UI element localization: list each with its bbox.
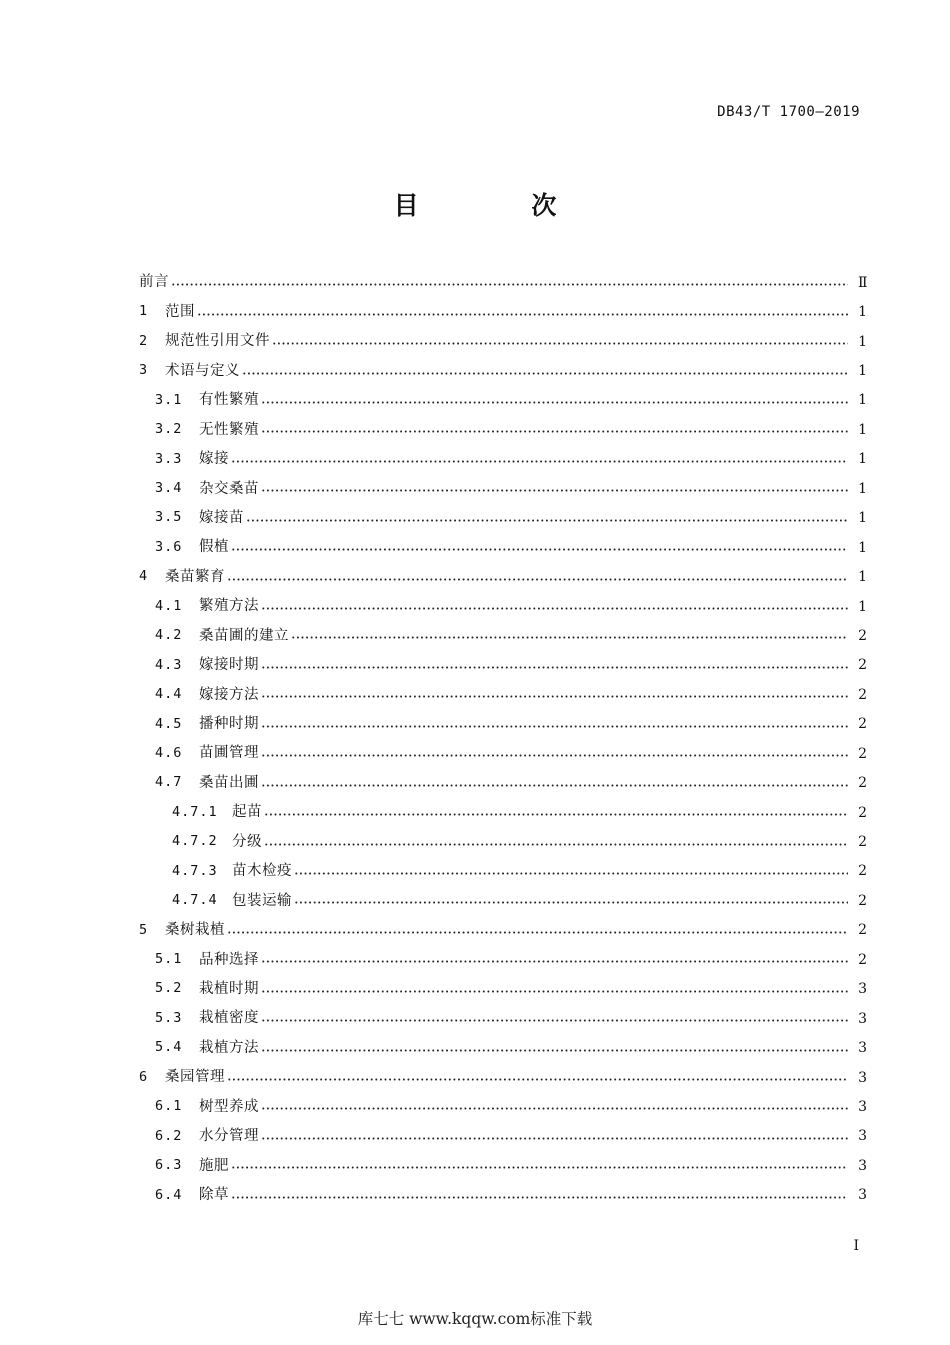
toc-entry-page: 1 — [858, 510, 867, 527]
toc-entry-number: 4.7 — [155, 774, 183, 791]
toc-entry-number: 5.3 — [155, 1009, 183, 1026]
toc-entry-page: 3 — [858, 1098, 867, 1115]
dot-leader — [272, 342, 848, 345]
dot-leader — [261, 666, 848, 669]
toc-entry[interactable] — [139, 739, 867, 768]
toc-entry-title: 桑苗圃的建立 — [199, 627, 289, 644]
toc-entry[interactable] — [139, 916, 867, 945]
dot-leader — [231, 548, 848, 551]
toc-entry-page: 3 — [858, 1128, 867, 1145]
dot-leader — [261, 1049, 848, 1052]
toc-entry[interactable] — [139, 680, 867, 709]
toc-entry-number: 3.1 — [155, 391, 183, 408]
dot-leader — [227, 1078, 848, 1081]
toc-entry[interactable] — [139, 592, 867, 621]
footer-watermark: 库七七 www.kqqw.com标准下载 — [357, 1310, 593, 1328]
toc-entry-page: 2 — [858, 834, 867, 851]
dot-leader — [197, 313, 848, 316]
toc-entry[interactable] — [139, 562, 867, 591]
dot-leader — [261, 1019, 848, 1022]
toc-entry[interactable] — [139, 445, 867, 474]
toc-entry-title: 桑树栽植 — [165, 922, 225, 939]
toc-entry[interactable] — [139, 356, 867, 385]
toc-entry-page: 2 — [858, 716, 867, 733]
toc-entry-page: 2 — [858, 657, 867, 674]
dot-leader — [261, 695, 848, 698]
toc-entry-title: 繁殖方法 — [199, 598, 259, 615]
dot-leader — [261, 401, 848, 404]
toc-entry-page: 2 — [858, 863, 867, 880]
toc-entry-title: 嫁接苗 — [199, 509, 244, 526]
toc-entry-number: 3.2 — [155, 421, 183, 438]
toc-entry-title: 杂交桑苗 — [199, 480, 259, 497]
dot-leader — [227, 578, 848, 581]
toc-entry[interactable] — [139, 474, 867, 503]
toc-entry-number: 1 — [139, 303, 149, 320]
dot-leader — [242, 372, 848, 375]
toc-entry-title: 起苗 — [232, 804, 262, 821]
toc-entry-title: 嫁接 — [199, 451, 229, 468]
document-code: DB43/T 1700—2019 — [717, 104, 860, 120]
toc-entry-number: 5.1 — [155, 951, 183, 968]
toc-entry[interactable] — [139, 768, 867, 797]
toc-entry-page: 1 — [858, 569, 867, 586]
toc-entry-number: 6 — [139, 1068, 149, 1085]
dot-leader — [261, 784, 848, 787]
toc-entry-page: 3 — [858, 981, 867, 998]
toc-entry[interactable] — [139, 798, 867, 827]
dot-leader — [261, 1137, 848, 1140]
toc-entry-number: 4.2 — [155, 627, 183, 644]
toc-entry[interactable] — [139, 886, 867, 915]
toc-entry-number: 3.3 — [155, 450, 183, 467]
toc-entry-title: 有性繁殖 — [199, 392, 259, 409]
toc-entry-title: 嫁接方法 — [199, 686, 259, 703]
toc-entry-page: 2 — [858, 951, 867, 968]
dot-leader — [246, 519, 848, 522]
page-number: I — [853, 1238, 859, 1254]
toc-entry[interactable] — [139, 651, 867, 680]
toc-entry-number: 4.7.3 — [172, 862, 218, 879]
toc-entry-title: 施肥 — [199, 1157, 229, 1174]
toc-entry-number: 4 — [139, 568, 149, 585]
toc-entry[interactable] — [139, 327, 867, 356]
toc-entry[interactable] — [139, 415, 867, 444]
toc-entry-page: 2 — [858, 922, 867, 939]
toc-entry[interactable] — [139, 1063, 867, 1092]
toc-entry-number: 3 — [139, 362, 149, 379]
dot-leader — [261, 607, 848, 610]
dot-leader — [227, 931, 848, 934]
toc-entry-number: 6.3 — [155, 1157, 183, 1174]
toc-entry-number: 4.7.2 — [172, 833, 218, 850]
dot-leader — [264, 843, 848, 846]
dot-leader — [291, 636, 848, 639]
toc-entry[interactable] — [139, 710, 867, 739]
toc-entry-number: 6.1 — [155, 1098, 183, 1115]
toc-entry-title: 嫁接时期 — [199, 657, 259, 674]
toc-entry-title: 树型养成 — [199, 1098, 259, 1115]
toc-entry[interactable] — [139, 386, 867, 415]
toc-entry-page: 2 — [858, 775, 867, 792]
toc-entry-title: 栽植方法 — [199, 1039, 259, 1056]
dot-leader — [261, 990, 848, 993]
dot-leader — [261, 489, 848, 492]
toc-entry-title: 范围 — [165, 303, 195, 320]
toc-entry-number: 4.4 — [155, 686, 183, 703]
toc-entry-title: 假植 — [199, 539, 229, 556]
toc-entry-page: 3 — [858, 1157, 867, 1174]
toc-entry-number: 5.4 — [155, 1039, 183, 1056]
toc-entry-page: 2 — [858, 627, 867, 644]
toc-entry-title: 术语与定义 — [165, 362, 240, 379]
toc-entry[interactable] — [139, 945, 867, 974]
toc-entry-number: 4.3 — [155, 656, 183, 673]
dot-leader — [261, 430, 848, 433]
toc-entry-page: 1 — [858, 480, 867, 497]
toc-entry-title: 规范性引用文件 — [165, 333, 270, 350]
toc-entry-title: 栽植密度 — [199, 1010, 259, 1027]
toc-entry-number: 4.7.1 — [172, 803, 218, 820]
toc-entry-page: 3 — [858, 1010, 867, 1027]
toc-entry[interactable] — [139, 621, 867, 650]
toc-entry-page: 3 — [858, 1069, 867, 1086]
toc-entry-page: 1 — [858, 539, 867, 556]
toc-entry-page: 3 — [858, 1187, 867, 1204]
dot-leader — [231, 460, 848, 463]
dot-leader — [261, 1107, 848, 1110]
toc-entry-page: 1 — [858, 333, 867, 350]
toc-entry-page: 1 — [858, 451, 867, 468]
table-of-contents — [139, 268, 867, 1210]
toc-entry-number: 3.6 — [155, 538, 183, 555]
toc-entry-title: 桑苗出圃 — [199, 774, 259, 791]
toc-entry-title: 无性繁殖 — [199, 421, 259, 438]
toc-entry-title: 苗木检疫 — [232, 863, 292, 880]
dot-leader — [261, 960, 848, 963]
toc-entry-title: 品种选择 — [199, 951, 259, 968]
toc-entry-page: 2 — [858, 745, 867, 762]
toc-entry[interactable] — [139, 1033, 867, 1062]
toc-entry-page: 1 — [858, 392, 867, 409]
toc-entry-title: 栽植时期 — [199, 980, 259, 997]
toc-entry-title: 除草 — [199, 1187, 229, 1204]
toc-entry[interactable] — [139, 1122, 867, 1151]
dot-leader — [294, 872, 848, 875]
toc-entry[interactable] — [139, 827, 867, 856]
toc-entry-number: 6.2 — [155, 1127, 183, 1144]
toc-entry-number: 3.5 — [155, 509, 183, 526]
toc-entry[interactable] — [139, 857, 867, 886]
toc-entry-number: 2 — [139, 332, 149, 349]
toc-entry-page: 2 — [858, 686, 867, 703]
toc-entry-number: 5 — [139, 921, 149, 938]
dot-leader — [264, 813, 848, 816]
toc-entry-number: 6.4 — [155, 1186, 183, 1203]
toc-entry-number: 4.6 — [155, 744, 183, 761]
toc-entry-page: Ⅱ — [858, 274, 868, 291]
toc-entry[interactable] — [139, 504, 867, 533]
toc-entry-page: 1 — [858, 421, 867, 438]
toc-entry[interactable] — [139, 297, 867, 326]
toc-entry-number: 5.2 — [155, 980, 183, 997]
toc-entry[interactable] — [139, 975, 867, 1004]
toc-entry-page: 3 — [858, 1040, 867, 1057]
dot-leader — [231, 1196, 848, 1199]
toc-entry[interactable] — [139, 268, 867, 297]
dot-leader — [261, 725, 848, 728]
toc-entry-title: 苗圃管理 — [199, 745, 259, 762]
toc-entry-title: 前言 — [139, 274, 169, 291]
dot-leader — [171, 283, 848, 286]
toc-entry-title: 桑园管理 — [165, 1069, 225, 1086]
toc-entry-number: 3.4 — [155, 480, 183, 497]
toc-entry-page: 1 — [858, 363, 867, 380]
toc-entry-title: 分级 — [232, 833, 262, 850]
toc-entry[interactable] — [139, 1181, 867, 1210]
toc-entry-number: 4.1 — [155, 597, 183, 614]
toc-entry-number: 4.5 — [155, 715, 183, 732]
toc-entry-page: 1 — [858, 304, 867, 321]
toc-entry-page: 1 — [858, 598, 867, 615]
toc-entry-page: 2 — [858, 892, 867, 909]
toc-entry-title: 桑苗繁育 — [165, 568, 225, 585]
toc-entry-number: 4.7.4 — [172, 892, 218, 909]
dot-leader — [231, 1166, 848, 1169]
toc-entry[interactable] — [139, 533, 867, 562]
toc-entry[interactable] — [139, 1092, 867, 1121]
toc-entry-page: 2 — [858, 804, 867, 821]
toc-entry-title: 水分管理 — [199, 1128, 259, 1145]
dot-leader — [261, 754, 848, 757]
toc-entry-title: 播种时期 — [199, 716, 259, 733]
toc-heading: 目 次 — [393, 191, 609, 220]
toc-entry-title: 包装运输 — [232, 892, 292, 909]
toc-entry[interactable] — [139, 1151, 867, 1180]
toc-entry[interactable] — [139, 1004, 867, 1033]
dot-leader — [294, 901, 848, 904]
